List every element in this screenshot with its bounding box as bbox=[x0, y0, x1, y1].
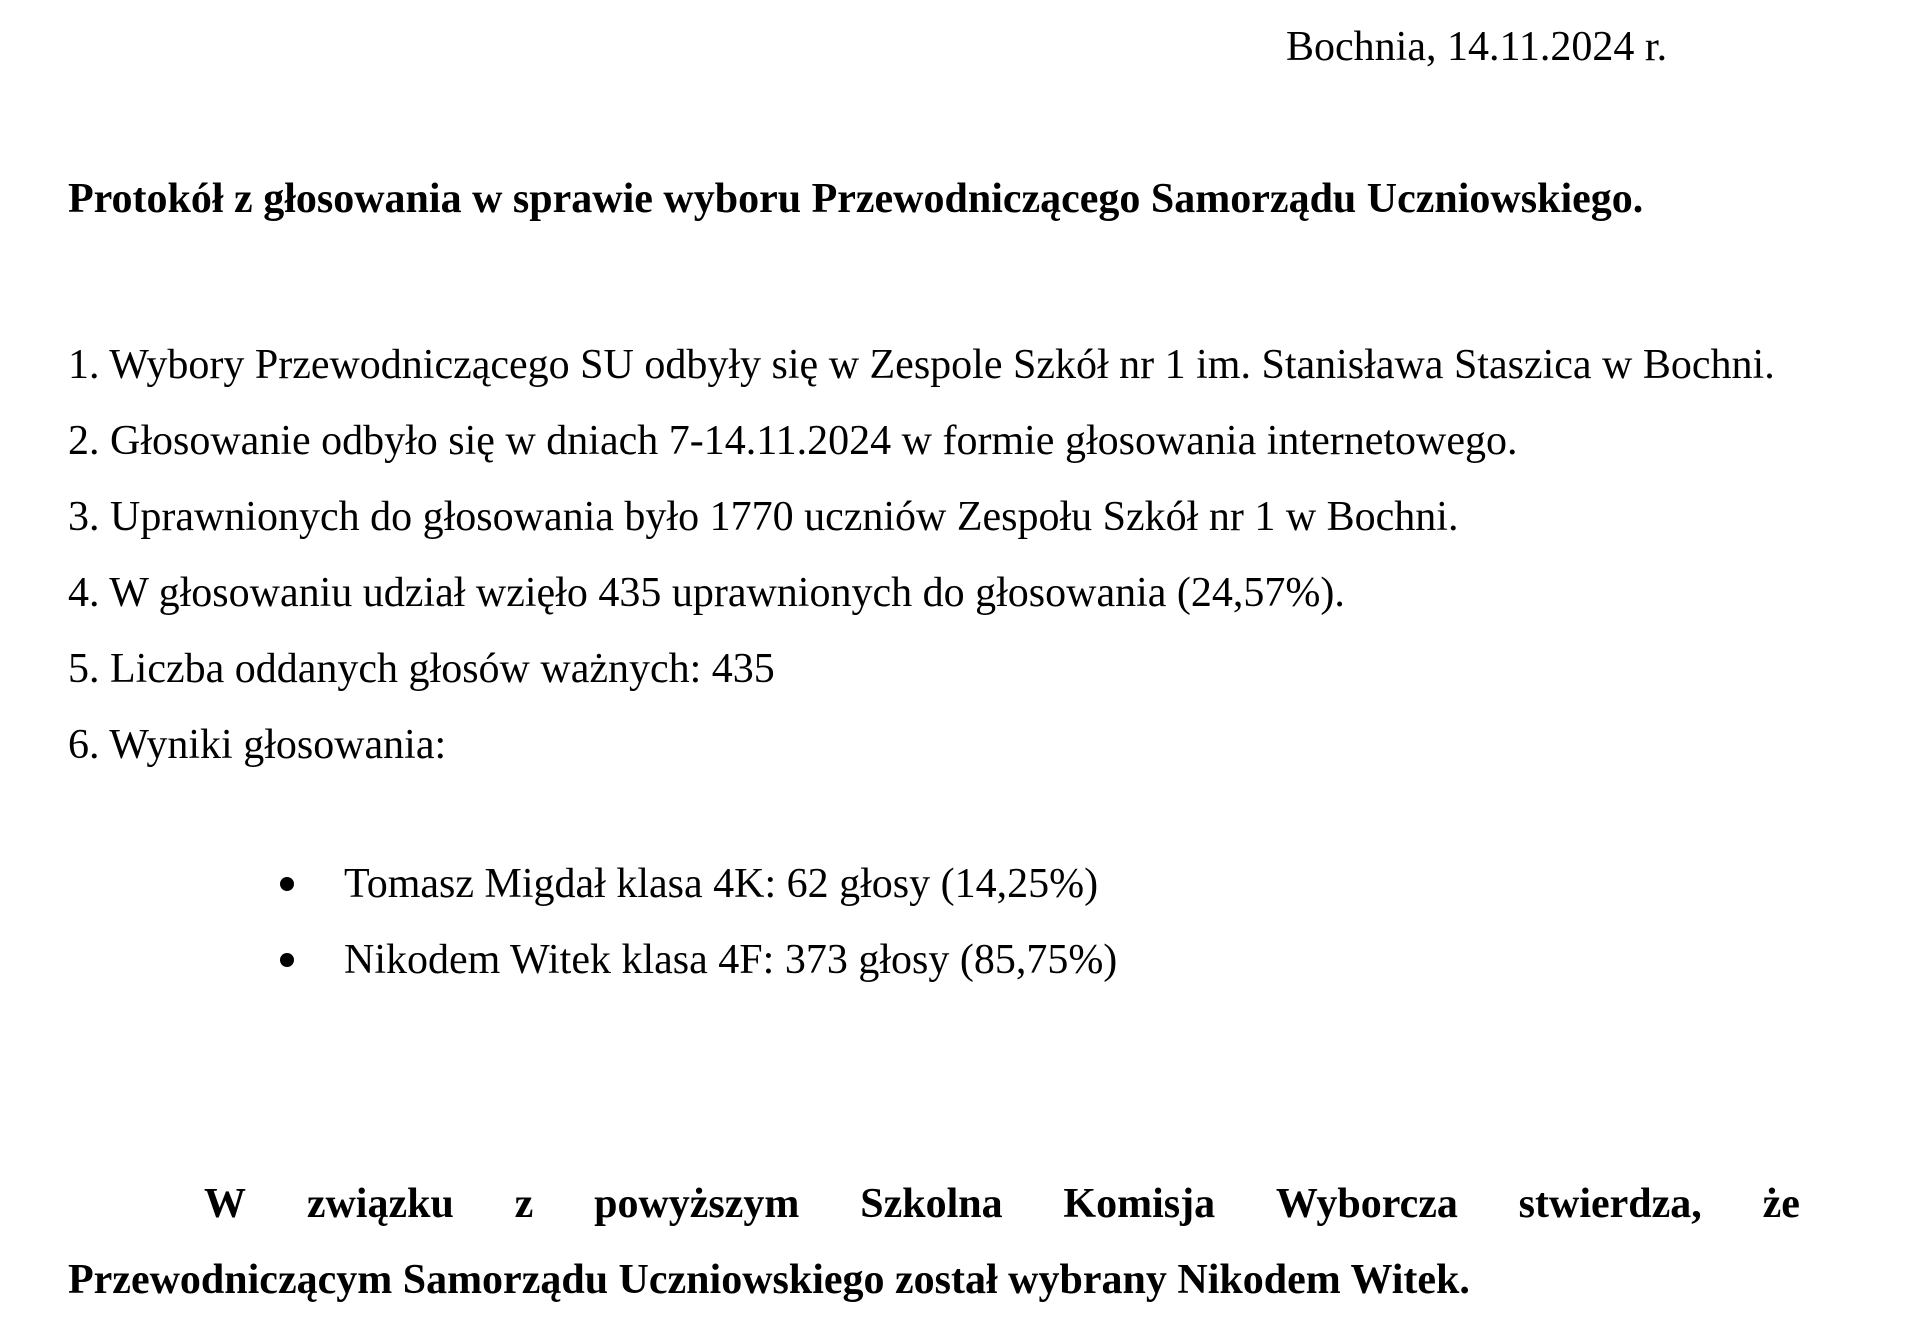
protocol-point-1: 1. Wybory Przewodniczącego SU odbyły się w Zespole Szkół nr 1 im. Stanisława Staszica w Bochni. bbox=[68, 342, 1775, 388]
protocol-point-3: 3. Uprawnionych do głosowania było 1770 uczniów Zespołu Szkół nr 1 w Bochni. bbox=[68, 494, 1459, 540]
conclusion-word: Komisja bbox=[1063, 1181, 1216, 1227]
protocol-point-5: 5. Liczba oddanych głosów ważnych: 435 bbox=[68, 646, 775, 692]
conclusion-word: powyższym bbox=[594, 1181, 800, 1227]
conclusion-word: związku bbox=[306, 1181, 454, 1227]
result-text-candidate-2: Nikodem Witek klasa 4F: 373 głosy (85,75%) bbox=[344, 937, 1118, 983]
protocol-point-6: 6. Wyniki głosowania: bbox=[68, 722, 447, 768]
protocol-point-2: 2. Głosowanie odbyło się w dniach 7-14.11.2024 w formie głosowania internetowego. bbox=[68, 418, 1518, 464]
result-text-candidate-1: Tomasz Migdał klasa 4K: 62 głosy (14,25%) bbox=[344, 861, 1099, 907]
document-date: Bochnia, 14.11.2024 r. bbox=[1286, 24, 1668, 70]
bullet-icon bbox=[280, 877, 294, 891]
result-item bbox=[272, 846, 1117, 922]
result-item bbox=[272, 922, 1117, 998]
document-title: Protokół z głosowania w sprawie wyboru Przewodniczącego Samorządu Uczniowskiego. bbox=[68, 176, 1644, 222]
protocol-points-list bbox=[68, 327, 1788, 783]
protocol-point-4: 4. W głosowaniu udział wzięło 435 uprawnionych do głosowania (24,57%). bbox=[68, 570, 1345, 616]
conclusion-word: że bbox=[1762, 1181, 1800, 1227]
conclusion-paragraph bbox=[68, 1166, 1800, 1318]
conclusion-line-2: Przewodniczącym Samorządu Uczniowskiego został wybrany Nikodem Witek. bbox=[68, 1257, 1470, 1303]
bullet-icon bbox=[280, 953, 294, 967]
conclusion-word: Wyborcza bbox=[1275, 1181, 1458, 1227]
conclusion-word: z bbox=[514, 1181, 534, 1227]
conclusion-word: stwierdza, bbox=[1518, 1181, 1702, 1227]
conclusion-word: Szkolna bbox=[860, 1181, 1003, 1227]
conclusion-line-1 bbox=[68, 1166, 1800, 1242]
voting-results-list bbox=[272, 846, 1117, 998]
conclusion-word: W bbox=[204, 1181, 246, 1227]
